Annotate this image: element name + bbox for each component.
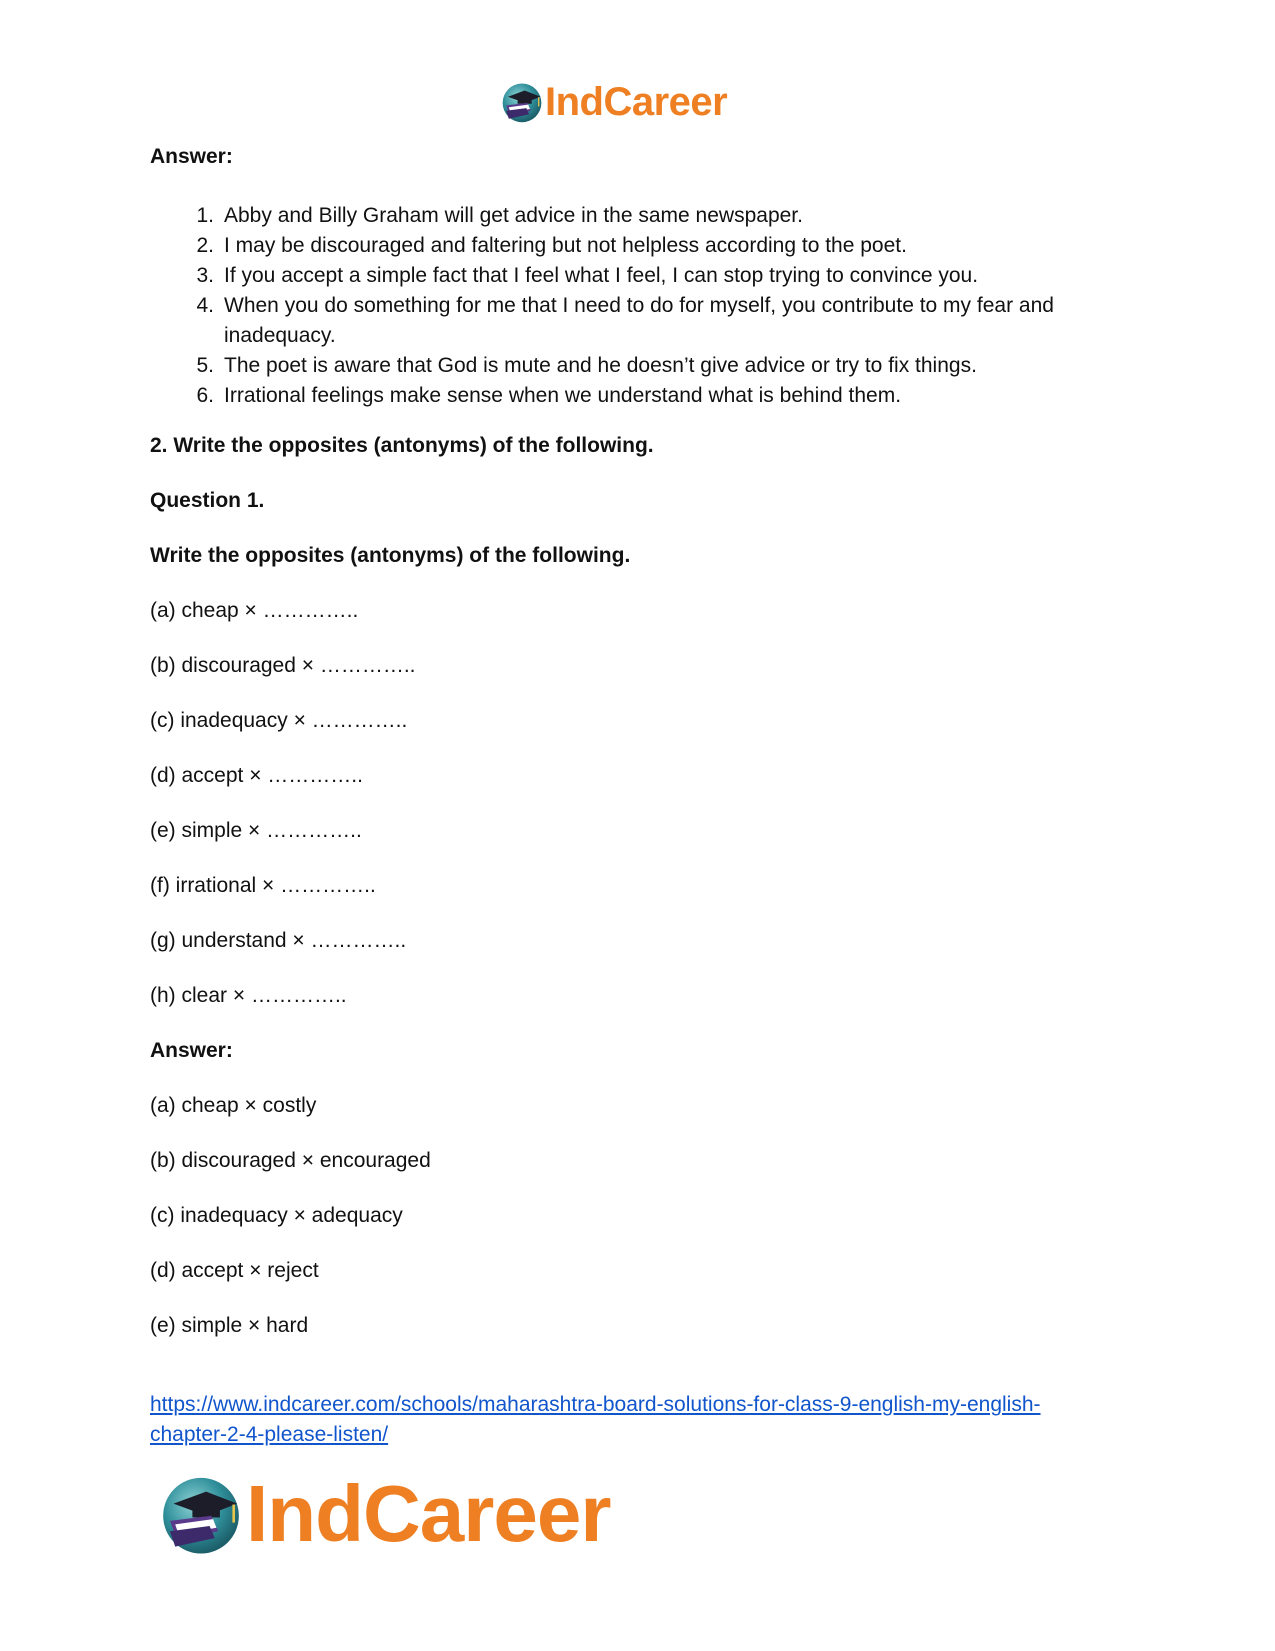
list-text: Abby and Billy Graham will get advice in the same newspaper. <box>224 204 803 227</box>
list-item <box>150 201 1110 231</box>
question-item: (c) inadequacy × ………….. <box>150 709 408 732</box>
source-link-line-1[interactable]: https://www.indcareer.com/schools/maharashtra-board-solutions-for-class-9-english-my-english- <box>150 1393 1041 1416</box>
question-item: (g) understand × ………….. <box>150 929 407 952</box>
answer-item: (d) accept × reject <box>150 1259 319 1282</box>
answer-item: (b) discouraged × encouraged <box>150 1149 431 1172</box>
brand-wordmark: IndCareer <box>246 1469 611 1558</box>
list-number: 4. <box>196 294 214 317</box>
section-heading: 2. Write the opposites (antonyms) of the following. <box>150 434 654 457</box>
list-number: 1. <box>196 204 214 227</box>
question-item: (h) clear × ………….. <box>150 984 347 1007</box>
answer-list <box>150 201 1110 411</box>
question-label: Question 1. <box>150 489 265 512</box>
list-item <box>150 261 1110 291</box>
footer-logo <box>158 1468 610 1560</box>
graduation-book-icon <box>158 1471 244 1557</box>
list-item <box>150 351 1110 381</box>
list-text: The poet is aware that God is mute and he doesn’t give advice or try to fix things. <box>224 354 977 377</box>
answer-item: (a) cheap × costly <box>150 1094 317 1117</box>
list-number: 2. <box>196 234 214 257</box>
list-text: If you accept a simple fact that I feel what I feel, I can stop trying to convince you. <box>224 264 979 287</box>
list-item <box>150 231 1110 261</box>
list-number: 3. <box>196 264 214 287</box>
list-text: I may be discouraged and faltering but not helpless according to the poet. <box>224 234 907 257</box>
source-link-line-2[interactable]: chapter-2-4-please-listen/ <box>150 1423 389 1446</box>
question-item: (a) cheap × ………….. <box>150 599 359 622</box>
list-number: 5. <box>196 354 214 377</box>
list-text: When you do something for me that I need to do for myself, you contribute to my fear and inadequacy. <box>224 294 1054 347</box>
list-item <box>150 381 1110 411</box>
answer-heading: Answer: <box>150 145 233 168</box>
answer-heading-2: Answer: <box>150 1039 233 1062</box>
question-text: Write the opposites (antonyms) of the following. <box>150 544 631 567</box>
list-number: 6. <box>196 384 214 407</box>
question-item: (b) discouraged × ………….. <box>150 654 416 677</box>
question-item: (e) simple × ………….. <box>150 819 362 842</box>
list-item <box>150 291 1110 351</box>
question-item: (f) irrational × ………….. <box>150 874 376 897</box>
brand-wordmark: IndCareer <box>545 80 728 124</box>
answer-item: (e) simple × hard <box>150 1314 309 1337</box>
answer-item: (c) inadequacy × adequacy <box>150 1204 403 1227</box>
graduation-book-icon <box>500 80 544 124</box>
list-text: Irrational feelings make sense when we understand what is behind them. <box>224 384 902 407</box>
source-link[interactable] <box>150 1390 1150 1450</box>
header-logo <box>500 78 727 126</box>
question-item: (d) accept × ………….. <box>150 764 363 787</box>
